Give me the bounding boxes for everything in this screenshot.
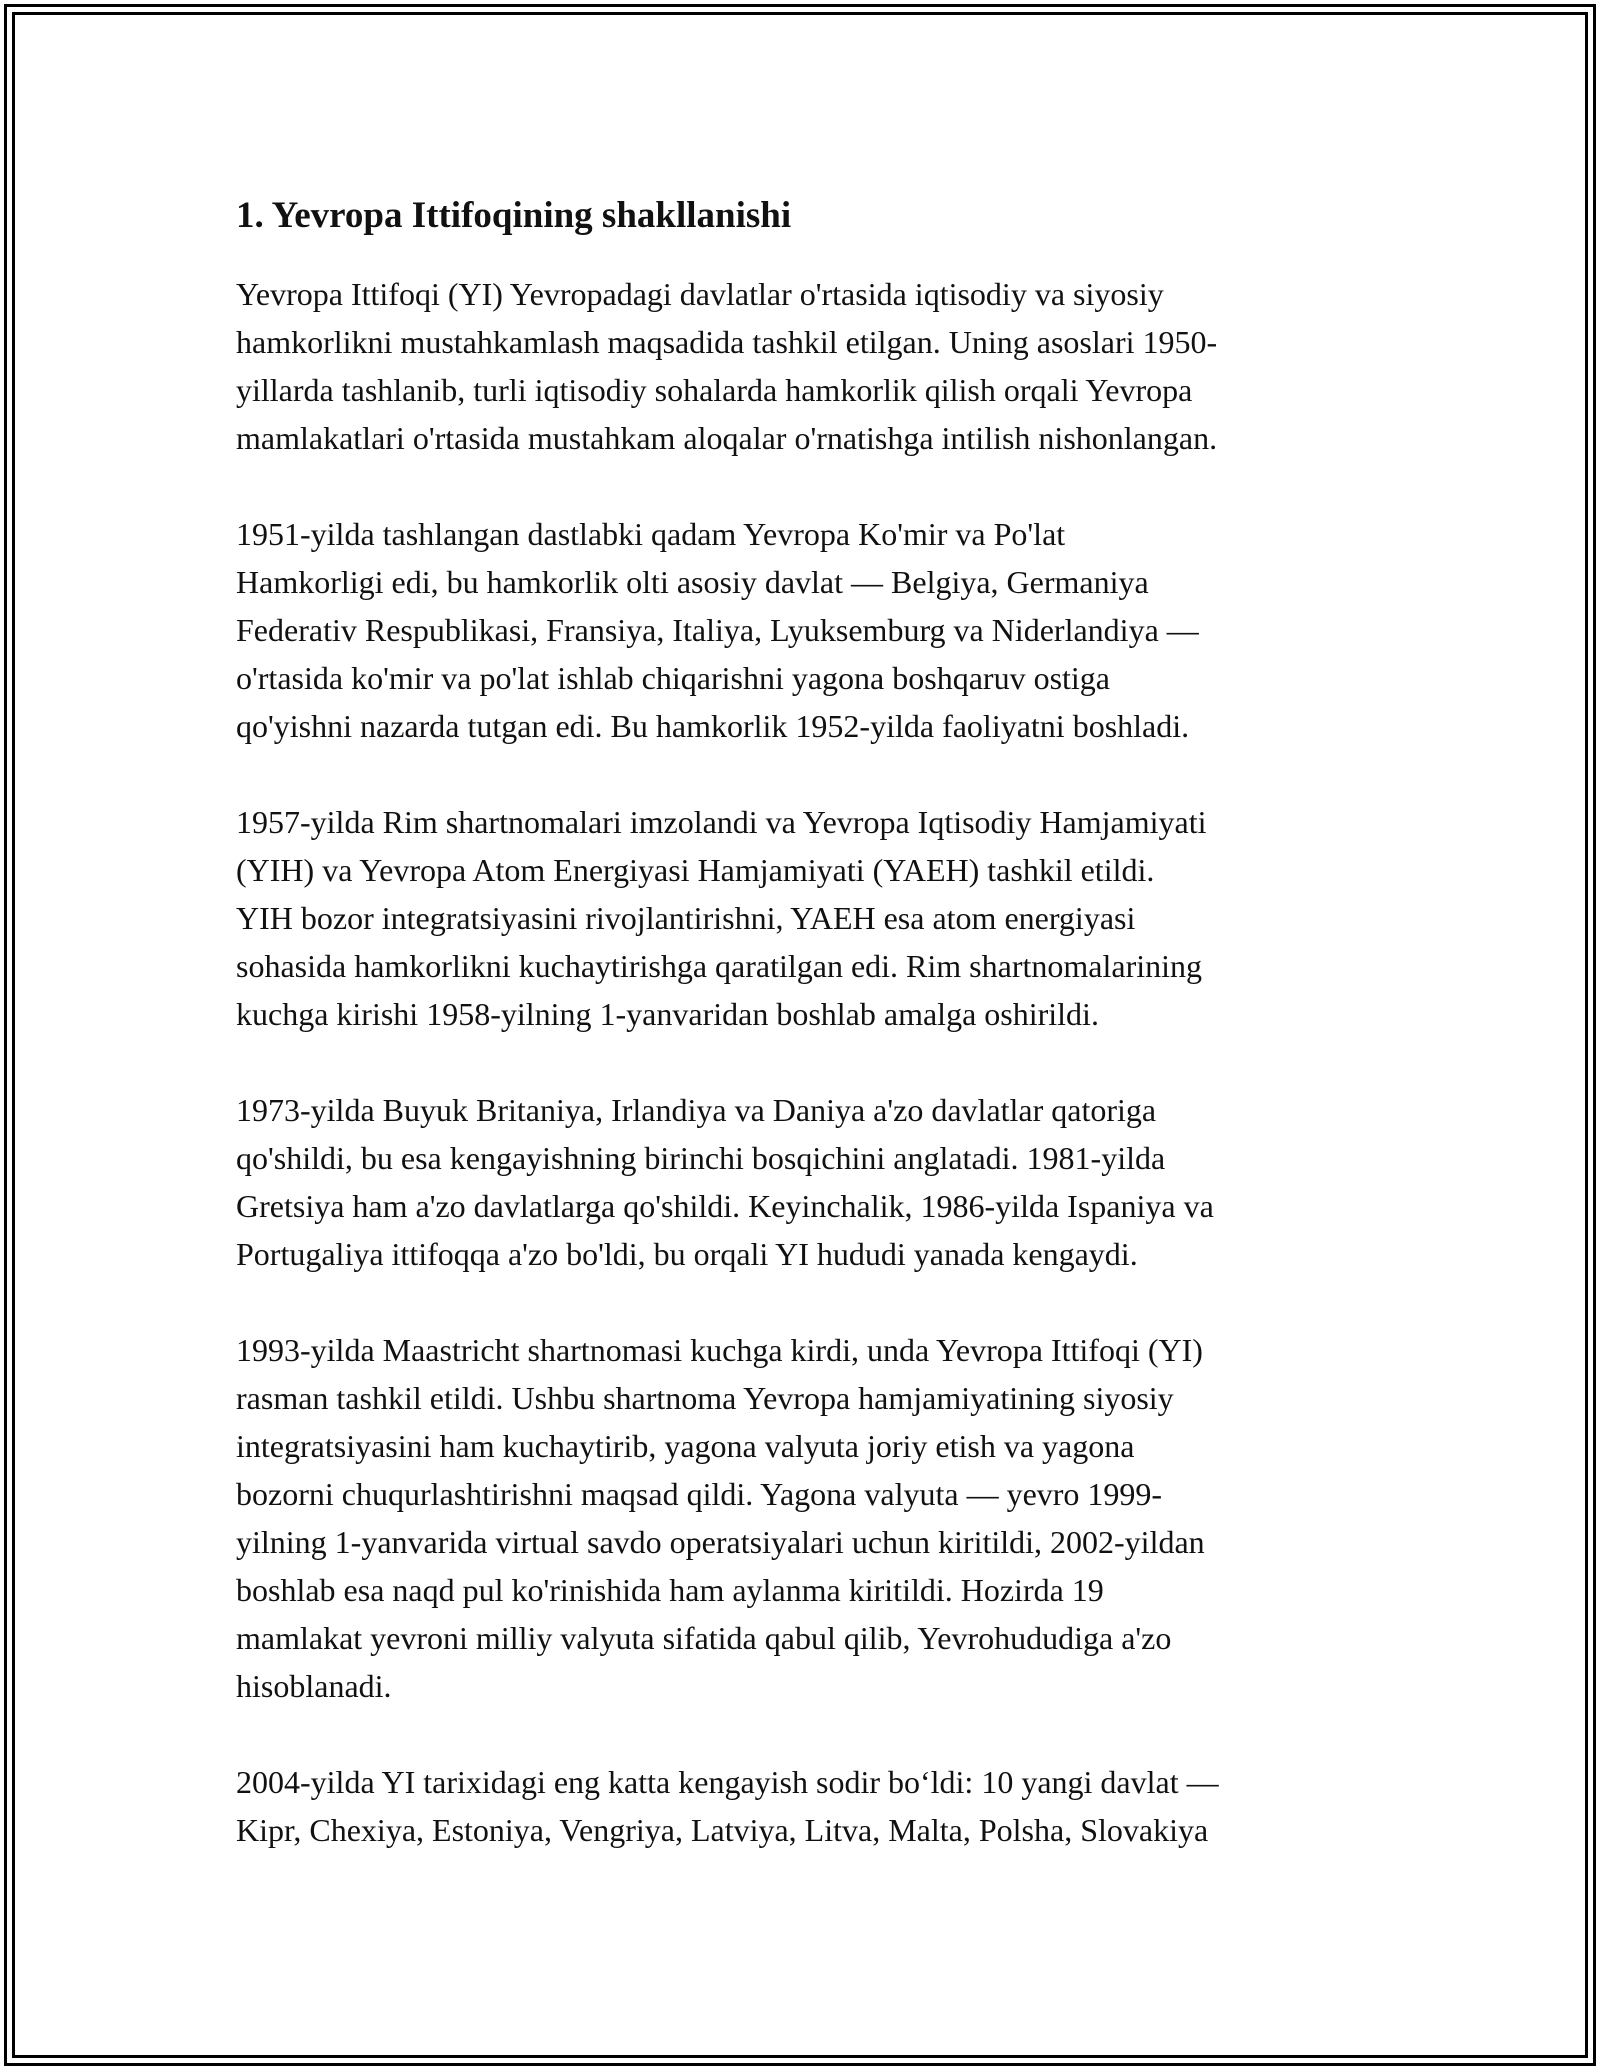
paragraph-line: bozorni chuqurlashtirishni maqsad qildi. Yagona valyuta — yevro 1999- <box>236 1476 1163 1512</box>
paragraph-line: o'rtasida ko'mir va po'lat ishlab chiqarishni yagona boshqaruv ostiga <box>236 660 1110 696</box>
paragraph-line: boshlab esa naqd pul ko'rinishida ham aylanma kiritildi. Hozirda 19 <box>236 1572 1104 1608</box>
paragraph-line: sohasida hamkorlikni kuchaytirishga qaratilgan edi. Rim shartnomalarining <box>236 948 1202 984</box>
paragraph-line: YIH bozor integratsiyasini rivojlantirishni, YAEH esa atom energiyasi <box>236 900 1136 936</box>
section-heading: 1. Yevropa Ittifoqining shakllanishi <box>236 195 792 236</box>
paragraph <box>236 1326 1372 1710</box>
paragraph-line: Gretsiya ham a'zo davlatlarga qo'shildi. Keyinchalik, 1986-yilda Ispaniya va <box>236 1188 1214 1224</box>
paragraph-line: Hamkorligi edi, bu hamkorlik olti asosiy davlat — Belgiya, Germaniya <box>236 564 1149 600</box>
paragraph-line: qo'shildi, bu esa kengayishning birinchi bosqichini anglatadi. 1981-yilda <box>236 1140 1166 1176</box>
paragraph-line: 2004-yilda YI tarixidagi eng katta kengayish sodir bo‘ldi: 10 yangi davlat — <box>236 1764 1219 1800</box>
paragraph-line: 1957-yilda Rim shartnomalari imzolandi va Yevropa Iqtisodiy Hamjamiyati <box>236 804 1207 840</box>
paragraph-line: Federativ Respublikasi, Fransiya, Italiya, Lyuksemburg va Niderlandiya — <box>236 612 1199 648</box>
paragraph <box>236 1086 1372 1278</box>
paragraph-line: hamkorlikni mustahkamlash maqsadida tashkil etilgan. Uning asoslari 1950- <box>236 324 1218 360</box>
paragraph <box>236 798 1372 1038</box>
paragraph-line: Portugaliya ittifoqqa a'zo bo'ldi, bu orqali YI hududi yanada kengaydi. <box>236 1236 1138 1272</box>
document-body <box>236 186 1372 1902</box>
paragraph-line: (YIH) va Yevropa Atom Energiyasi Hamjamiyati (YAEH) tashkil etildi. <box>236 852 1155 888</box>
paragraph-line: Kipr, Chexiya, Estoniya, Vengriya, Latviya, Litva, Malta, Polsha, Slovakiya <box>236 1812 1209 1848</box>
paragraph-line: hisoblanadi. <box>236 1668 392 1704</box>
paragraph-line: 1973-yilda Buyuk Britaniya, Irlandiya va Daniya a'zo davlatlar qatoriga <box>236 1092 1157 1128</box>
paragraph-line: qo'yishni nazarda tutgan edi. Bu hamkorlik 1952-yilda faoliyatni boshladi. <box>236 708 1190 744</box>
paragraph-line: integratsiyasini ham kuchaytirib, yagona valyuta joriy etish va yagona <box>236 1428 1135 1464</box>
paragraph-line: rasman tashkil etildi. Ushbu shartnoma Yevropa hamjamiyatining siyosiy <box>236 1380 1174 1416</box>
paragraph-line: kuchga kirishi 1958-yilning 1-yanvaridan boshlab amalga oshirildi. <box>236 996 1099 1032</box>
paragraph-line: mamlakat yevroni milliy valyuta sifatida qabul qilib, Yevrohududiga a'zo <box>236 1620 1172 1656</box>
paragraph-line: yillarda tashlanib, turli iqtisodiy sohalarda hamkorlik qilish orqali Yevropa <box>236 372 1193 408</box>
paragraph-line: mamlakatlari o'rtasida mustahkam aloqalar o'rnatishga intilish nishonlangan. <box>236 420 1218 456</box>
paragraph-line: Yevropa Ittifoqi (YI) Yevropadagi davlatlar o'rtasida iqtisodiy va siyosiy <box>236 276 1164 312</box>
paragraph <box>236 1758 1372 1854</box>
paragraph-list <box>236 270 1372 1854</box>
paragraph <box>236 510 1372 750</box>
paragraph-line: yilning 1-yanvarida virtual savdo operatsiyalari uchun kiritildi, 2002-yildan <box>236 1524 1205 1560</box>
paragraph-line: 1993-yilda Maastricht shartnomasi kuchga kirdi, unda Yevropa Ittifoqi (YI) <box>236 1332 1203 1368</box>
paragraph-line: 1951-yilda tashlangan dastlabki qadam Yevropa Ko'mir va Po'lat <box>236 516 1066 552</box>
paragraph <box>236 270 1372 462</box>
